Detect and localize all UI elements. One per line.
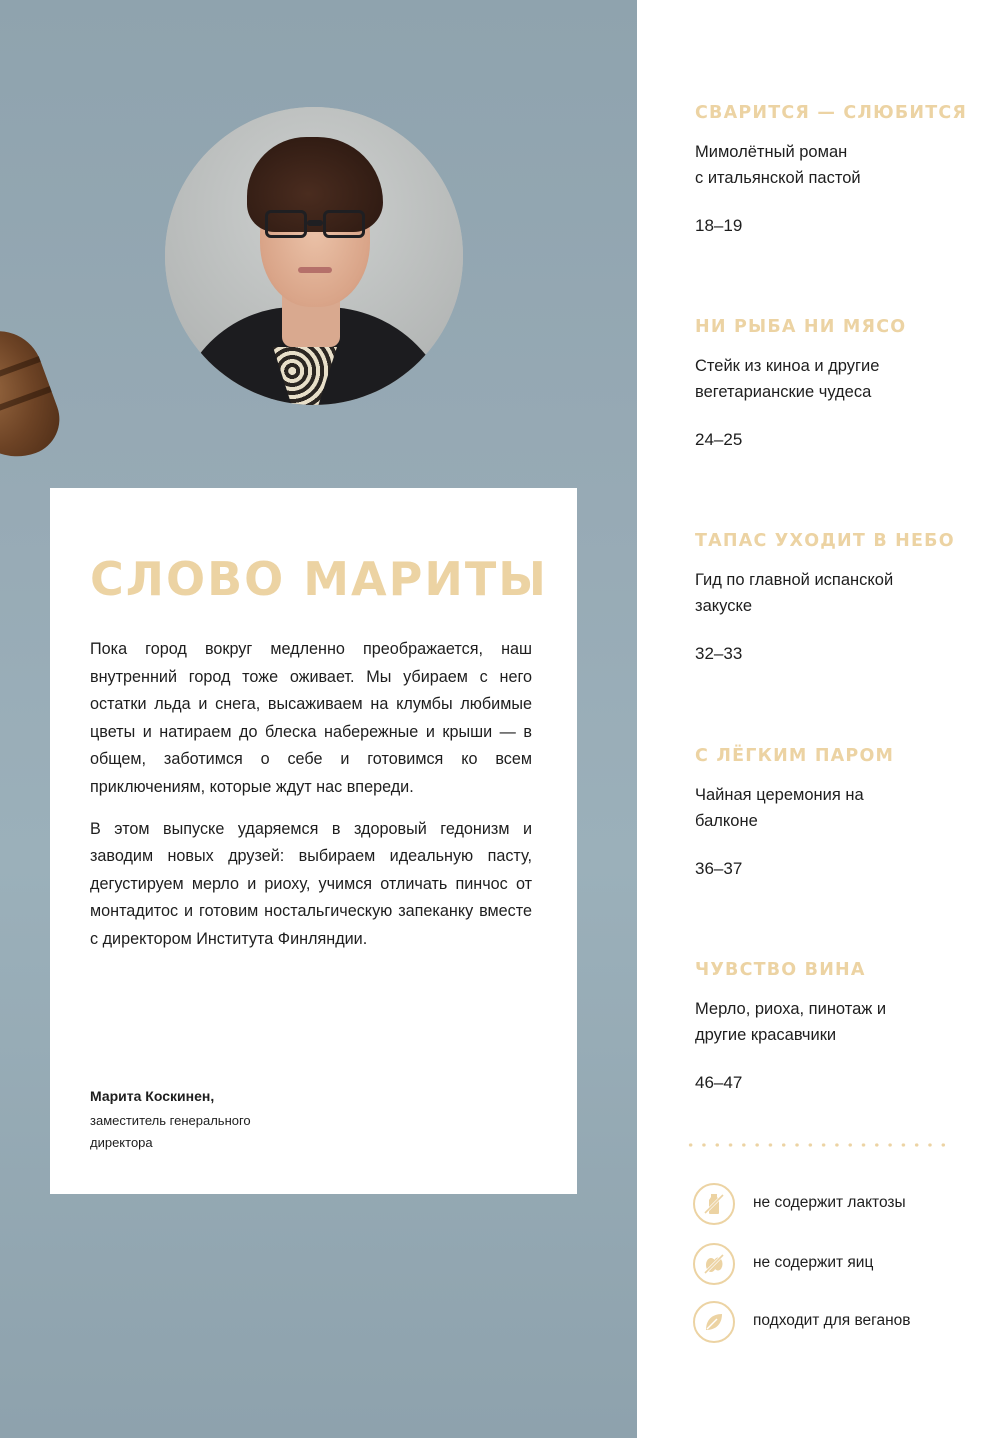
legend-item-egg-free	[693, 1243, 983, 1287]
toc-item-description: Стейк из киноа и другие вегетарианские чудеса	[695, 357, 880, 401]
editorial-title: СЛОВО МАРИТЫ	[90, 552, 548, 606]
toc-item-pages: 24–25	[695, 430, 743, 449]
signature-name: Марита Коскинен,	[90, 1088, 215, 1104]
toc-item[interactable]	[695, 317, 985, 450]
no-lactose-icon	[693, 1183, 735, 1225]
toc-item-title: НИ РЫБА НИ МЯСО	[695, 317, 907, 337]
legend-label: не содержит яиц	[753, 1254, 874, 1271]
wooden-utensil-image	[0, 319, 70, 472]
legend-item-lactose-free	[693, 1183, 983, 1227]
legend-label: не содержит лактозы	[753, 1194, 906, 1211]
signature-role: заместитель генерального директора	[90, 1113, 251, 1150]
toc-item-description: Гид по главной испанской закуске	[695, 571, 894, 615]
legend-item-vegan	[693, 1301, 983, 1345]
toc-item-pages: 36–37	[695, 859, 743, 878]
legend-label: подходит для веганов	[753, 1312, 911, 1329]
editorial-paragraph: В этом выпуске ударяемся в здоровый гедонизм и заводим новых друзей: выбираем идеальную пасту, дегустируем мерло и риоху, учимся отличать пинчос от монтадитос и готовим ностальгическую запеканку вместе с директором Института Финляндии.	[90, 819, 532, 948]
editorial-paragraph: Пока город вокруг медленно преображается, наш внутренний город тоже оживает. Мы убираем с него остатки льда и снега, высаживаем на клумбы любимые цветы и натираем до блеска набережные и крыши — в общем, заботимся о себе и готовимся ко всем приключениям, которые ждут нас впереди.	[90, 640, 532, 796]
vegan-leaf-icon	[693, 1301, 735, 1343]
toc-item-description: Мимолётный роман с итальянской пастой	[695, 143, 861, 187]
toc-item-title: ЧУВСТВО ВИНА	[695, 960, 866, 980]
toc-item-title: С ЛЁГКИМ ПАРОМ	[695, 746, 895, 766]
toc-item-title: ТАПАС УХОДИТ В НЕБО	[695, 531, 955, 551]
toc-item-pages: 46–47	[695, 1073, 743, 1092]
toc-item[interactable]	[695, 103, 985, 236]
toc-item-pages: 18–19	[695, 216, 743, 235]
dotted-divider	[684, 1143, 950, 1147]
no-eggs-icon	[693, 1243, 735, 1285]
toc-item-title: СВАРИТСЯ — СЛЮБИТСЯ	[695, 103, 968, 123]
toc-item-description: Мерло, риоха, пинотаж и другие красавчики	[695, 1000, 887, 1044]
editorial-body	[90, 636, 532, 968]
toc-item-description: Чайная церемония на балконе	[695, 786, 864, 830]
toc-item[interactable]	[695, 960, 985, 1093]
toc-item[interactable]	[695, 531, 985, 664]
author-portrait	[165, 107, 463, 405]
toc-item[interactable]	[695, 746, 985, 879]
toc-item-pages: 32–33	[695, 644, 743, 663]
editorial-card	[50, 488, 577, 1194]
